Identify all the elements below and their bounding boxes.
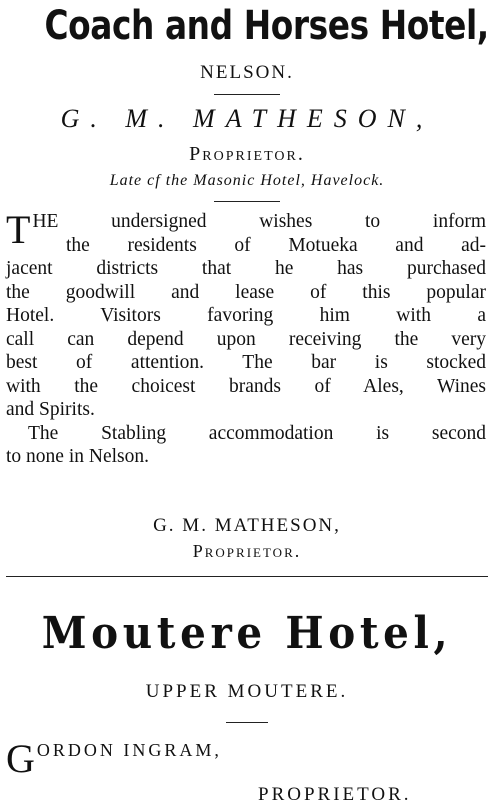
ad2-title: Moutere Hotel, bbox=[41, 608, 453, 659]
ad1-body-line: and Spirits. bbox=[6, 399, 95, 420]
ad1-stabling-line: The Stabling accommodation is second bbox=[28, 422, 486, 444]
ad2-name-rest: ORDON INGRAM, bbox=[36, 740, 222, 760]
ad-separator-rule bbox=[6, 576, 488, 577]
ad1-signature-name: G. M. MATHESON, bbox=[153, 515, 341, 536]
ad1-rule-short-body bbox=[214, 201, 280, 202]
ad2-proprietor-label: PROPRIETOR. bbox=[258, 784, 412, 805]
ad1-stabling-line: to none in Nelson. bbox=[6, 446, 149, 467]
ad1-place: NELSON. bbox=[200, 62, 294, 83]
ad2-proprietor-name bbox=[6, 735, 222, 782]
ad1-dropcap: T bbox=[6, 207, 31, 252]
ad1-late-of: Late cf the Masonic Hotel, Havelock. bbox=[109, 172, 385, 189]
ad1-body-line: best of attention. The bar is stocked bbox=[6, 352, 486, 373]
ad1-title: Coach and Horses Hotel, bbox=[44, 3, 489, 49]
ad2-dropcap: G bbox=[6, 736, 35, 781]
ad1-body-line: jacent districts that he has purchased bbox=[6, 258, 486, 279]
ad1-body-line: with the choicest brands of Ales, Wines bbox=[6, 375, 486, 397]
ad1-body-line: HE undersigned wishes to inform bbox=[32, 211, 486, 232]
ad1-proprietor-name: G. M. MATHESON, bbox=[60, 104, 434, 133]
ad1-body-line: Hotel. Visitors favoring him with a bbox=[6, 305, 486, 326]
ad1-body-line: the residents of Motueka and ad- bbox=[66, 234, 486, 256]
ad1-rule-short-top bbox=[214, 94, 280, 95]
ad1-body bbox=[6, 207, 486, 469]
ad2-rule-short bbox=[226, 722, 268, 723]
ad1-proprietor-label: Proprietor. bbox=[189, 143, 305, 165]
ad1-signature-label: Proprietor. bbox=[192, 541, 302, 561]
ad1-body-line: the goodwill and lease of this popular bbox=[6, 281, 486, 303]
ad1-body-line: call can depend upon receiving the very bbox=[6, 328, 486, 350]
ad2-place: UPPER MOUTERE. bbox=[145, 681, 349, 702]
